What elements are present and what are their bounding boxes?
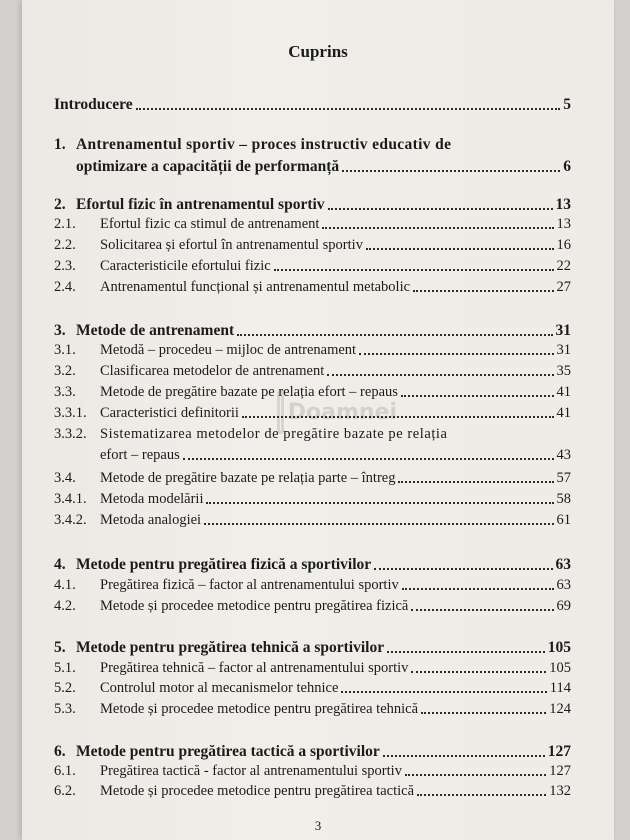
dot-leader: [237, 334, 552, 336]
toc-page-number: 22: [556, 258, 571, 274]
toc-section-5-2: [54, 680, 571, 697]
dot-leader: [398, 481, 553, 483]
toc-entry-text: Sistematizarea metodelor de pregătire bazate pe relația: [100, 426, 448, 442]
dot-leader: [402, 588, 554, 590]
toc-page-number: 16: [556, 237, 571, 253]
toc-page-number: 105: [547, 639, 571, 656]
toc-entry-text: Metoda analogiei: [100, 512, 202, 528]
toc-page-number: 127: [549, 763, 571, 779]
toc-entry-text: Metode și procedee metodice pentru pregătirea tehnică: [100, 701, 419, 717]
dot-leader: [411, 671, 546, 673]
dot-leader: [342, 170, 560, 172]
toc-section-3-3-2-line2: [100, 447, 571, 464]
toc-section-4-1: [54, 577, 571, 594]
toc-page-number: 63: [556, 577, 571, 593]
dot-leader: [387, 651, 545, 653]
toc-entry-number: 3.3.: [54, 384, 76, 400]
toc-chapter-6: [54, 743, 571, 761]
toc-entry-number: 3.1.: [54, 342, 76, 358]
toc-section-2-2: [54, 237, 571, 254]
toc-section-3-4-1: [54, 491, 571, 508]
dot-leader: [413, 290, 553, 292]
toc-entry-number: 1.: [54, 136, 66, 153]
toc-entry-number: 6.: [54, 743, 66, 760]
toc-entry-number: 3.4.2.: [54, 512, 87, 528]
toc-chapter-3: [54, 322, 571, 340]
toc-page-number: 31: [555, 322, 571, 339]
toc-page-number: 63: [555, 556, 571, 573]
toc-entry-text: Metode pentru pregătirea tactică a sportivilor: [76, 743, 380, 760]
toc-entry-number: 3.3.1.: [54, 405, 87, 421]
dot-leader: [136, 108, 561, 110]
toc-entry-number: 5.: [54, 639, 66, 656]
toc-page-number: 114: [549, 680, 571, 696]
toc-entry-number: 3.: [54, 322, 66, 339]
toc-section-3-4-2: [54, 512, 571, 529]
dot-leader: [341, 691, 546, 693]
toc-chapter-4: [54, 556, 571, 574]
toc-entry-number: 2.3.: [54, 258, 76, 274]
toc-entry-text: Controlul motor al mecanismelor tehnice: [100, 680, 339, 696]
toc-page-number: 43: [556, 447, 571, 463]
toc-page-number: 127: [547, 743, 571, 760]
dot-leader: [242, 416, 554, 418]
toc-entry-number: 2.2.: [54, 237, 76, 253]
toc-page-number: 61: [556, 512, 571, 528]
toc-page-number: 5: [563, 96, 571, 113]
dot-leader: [327, 374, 553, 376]
toc-section-2-3: [54, 258, 571, 275]
toc-page-number: 132: [549, 783, 571, 799]
toc-section-6-2: [54, 783, 571, 800]
toc-entry-text: optimizare a capacității de performanță: [76, 158, 340, 175]
toc-section-3-3-1: [54, 405, 571, 422]
toc-section-2-1: [54, 216, 571, 233]
dot-leader: [383, 755, 545, 757]
toc-entry-number: 3.3.2.: [54, 426, 87, 442]
toc-entry-number: 5.2.: [54, 680, 76, 696]
toc-entry-number: 2.: [54, 196, 66, 213]
toc-entry-text: Metode de pregătire bazate pe relația parte – întreg: [100, 470, 396, 486]
toc-entry-text: Pregătirea tactică - factor al antrenamentului sportiv: [100, 763, 402, 779]
dot-leader: [359, 353, 553, 355]
toc-page-number: 31: [556, 342, 571, 358]
toc-section-3-3: [54, 384, 571, 401]
toc-entry-text: Metodă – procedeu – mijloc de antrenament: [100, 342, 357, 358]
dot-leader: [374, 568, 552, 570]
dot-leader: [421, 712, 546, 714]
toc-entry-text: Caracteristici definitorii: [100, 405, 239, 421]
toc-entry-text: Antrenamentul sportiv – proces instructiv educativ de: [76, 136, 452, 153]
toc-section-2-4: [54, 279, 571, 296]
toc-entry-number: 4.: [54, 556, 66, 573]
dot-leader: [405, 774, 546, 776]
toc-entry-number: 3.4.1.: [54, 491, 87, 507]
toc-entry-number: 6.1.: [54, 763, 76, 779]
dot-leader: [366, 248, 554, 250]
toc-section-6-1: [54, 763, 571, 780]
toc-entry-text: Efortul fizic ca stimul de antrenament: [100, 216, 320, 232]
watermark-text: Doamnei: [287, 399, 397, 425]
toc-entry-text: Efortul fizic în antrenamentul sportiv: [76, 196, 325, 213]
toc-entry-text: Antrenamentul funcțional și antrenamentul metabolic: [100, 279, 411, 295]
page-title: Cuprins: [288, 42, 348, 61]
toc-entry-text: Metode pentru pregătirea tehnică a sportivilor: [76, 639, 385, 656]
toc-chapter-1-line2: [76, 158, 571, 176]
toc-entry-text: Solicitarea și efortul în antrenamentul sportiv: [100, 237, 363, 253]
toc-entry-text: Metode și procedee metodice pentru pregătirea tactică: [100, 783, 415, 799]
toc-entry-number: 5.3.: [54, 701, 76, 717]
toc-chapter-5: [54, 639, 571, 657]
toc-page-number: 69: [556, 598, 571, 614]
toc-page-number: 41: [556, 384, 571, 400]
toc-page-number: 41: [556, 405, 571, 421]
toc-page-number: 13: [556, 216, 571, 232]
toc-section-3-3-2-line1: [54, 426, 447, 443]
dot-leader: [183, 458, 554, 460]
toc-chapter-1-line1: [54, 136, 451, 154]
toc-page-number: 27: [556, 279, 571, 295]
toc-page-number: 58: [556, 491, 571, 507]
toc-entry-text: Metode pentru pregătirea fizică a sportivilor: [76, 556, 372, 573]
toc-page-number: 35: [556, 363, 571, 379]
dot-leader: [401, 395, 554, 397]
toc-page-number: 105: [549, 660, 571, 676]
toc-entry-text: Metode de antrenament: [76, 322, 235, 339]
dot-leader: [204, 523, 553, 525]
toc-page-number: 13: [555, 196, 571, 213]
dot-leader: [328, 208, 553, 210]
toc-entry-text: efort – repaus: [100, 447, 180, 463]
toc-entry-number: 4.2.: [54, 598, 76, 614]
toc-entry-number: 2.1.: [54, 216, 76, 232]
toc-entry-text: Clasificarea metodelor de antrenament: [100, 363, 325, 379]
dot-leader: [417, 794, 546, 796]
toc-entry-text: Pregătirea fizică – factor al antrenamentului sportiv: [100, 577, 399, 593]
dot-leader: [411, 609, 553, 611]
toc-section-5-1: [54, 660, 571, 677]
toc-entry-number: 2.4.: [54, 279, 76, 295]
dot-leader: [206, 502, 553, 504]
toc-entry-number: 5.1.: [54, 660, 76, 676]
toc-entry-number: 3.4.: [54, 470, 76, 486]
toc-page-number: 124: [549, 701, 571, 717]
dot-leader: [274, 269, 554, 271]
toc-entry-text: Metode de pregătire bazate pe relația efort – repaus: [100, 384, 398, 400]
toc-entry-text: Introducere: [54, 96, 133, 113]
toc-entry-text: Pregătirea tehnică – factor al antrenamentului sportiv: [100, 660, 409, 676]
toc-section-3-4: [54, 470, 571, 487]
toc-entry-introducere: [54, 96, 571, 114]
toc-section-5-3: [54, 701, 571, 718]
toc-entry-text: Metode și procedee metodice pentru pregătirea fizică: [100, 598, 409, 614]
book-page: [22, 0, 614, 840]
toc-page-number: 6: [563, 158, 571, 175]
toc-section-3-1: [54, 342, 571, 359]
toc-page-number: 57: [556, 470, 571, 486]
toc-entry-number: 4.1.: [54, 577, 76, 593]
toc-section-3-2: [54, 363, 571, 380]
page-number: 3: [314, 818, 322, 833]
toc-section-4-2: [54, 598, 571, 615]
toc-entry-number: 3.2.: [54, 363, 76, 379]
toc-chapter-2: [54, 196, 571, 214]
toc-entry-text: Metoda modelării: [100, 491, 204, 507]
toc-entry-number: 6.2.: [54, 783, 76, 799]
dot-leader: [322, 227, 553, 229]
toc-entry-text: Caracteristicile efortului fizic: [100, 258, 271, 274]
